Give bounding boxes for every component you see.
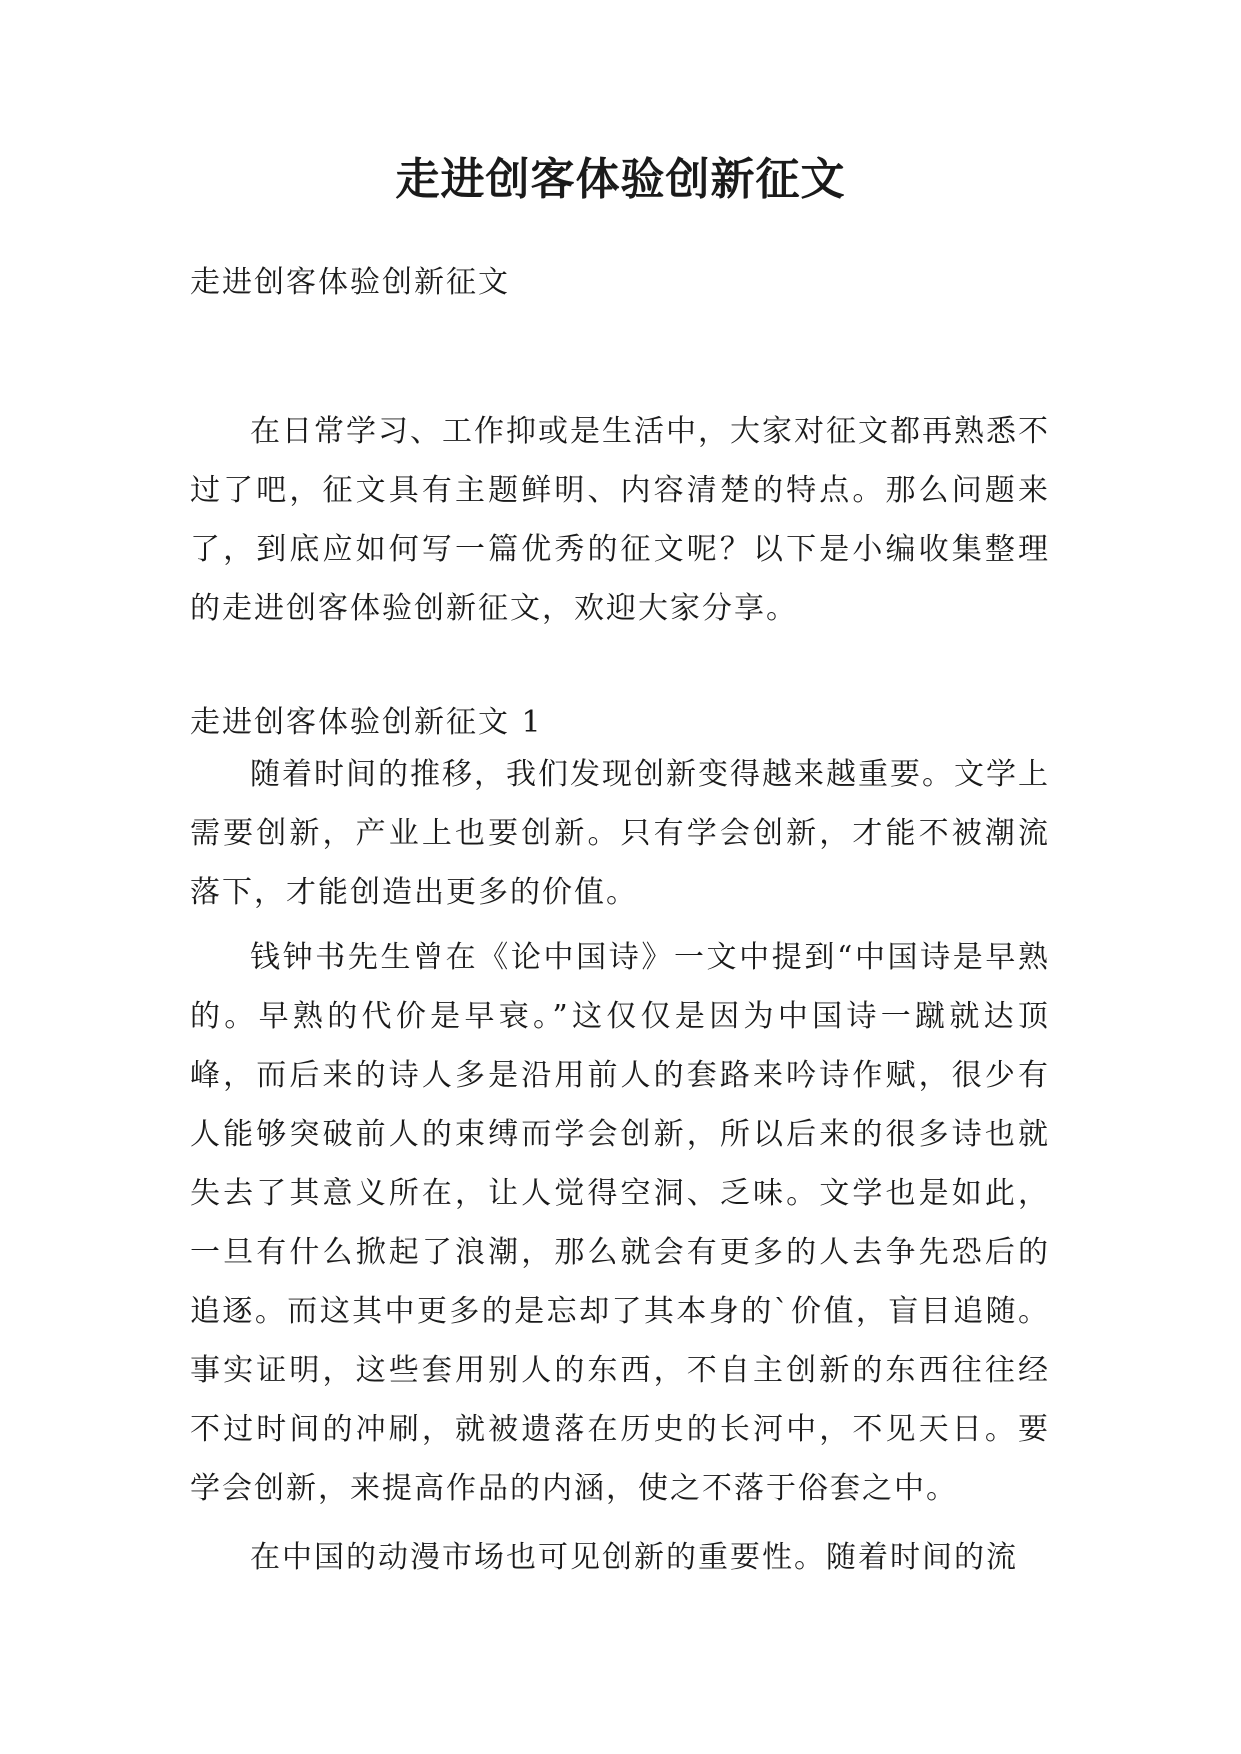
body-paragraph: 在中国的动漫市场也可见创新的重要性。随着时间的流 xyxy=(250,1540,1018,1575)
document-subtitle: 走进创客体验创新征文 xyxy=(190,265,510,300)
document-title: 走进创客体验创新征文 xyxy=(395,154,846,205)
body-paragraph: 随着时间的推移，我们发现创新变得越来越重要。文学上需要创新，产业上也要创新。只有学会创新，才能不被潮流落下，才能创造出更多的价值。 xyxy=(190,757,1050,910)
body-paragraph: 钱钟书先生曾在《论中国诗》一文中提到“中国诗是早熟的。早熟的代价是早衰。”这仅仅是因为中国诗一蹴就达顶峰，而后来的诗人多是沿用前人的套路来吟诗作赋，很少有人能够突破前人的束缚而学会创新，所以后来的很多诗也就失去了其意义所在，让人觉得空洞、乏味。文学也是如此，一旦有什么掀起了浪潮，那么就会有更多的人去争先恐后的追逐。而这其中更多的是忘却了其本身的`价值，盲目追随。事实证明，这些套用别人的东西，不自主创新的东西往往经不过时间的冲刷，就被遗落在历史的长河中，不见天日。要学会创新，来提高作品的内涵，使之不落于俗套之中。 xyxy=(190,940,1050,1506)
section-heading: 走进创客体验创新征文 1 xyxy=(190,705,543,740)
intro-paragraph: 在日常学习、工作抑或是生活中，大家对征文都再熟悉不过了吧，征文具有主题鲜明、内容清楚的特点。那么问题来了，到底应如何写一篇优秀的征文呢？以下是小编收集整理的走进创客体验创新征文，欢迎大家分享。 xyxy=(190,414,1050,626)
